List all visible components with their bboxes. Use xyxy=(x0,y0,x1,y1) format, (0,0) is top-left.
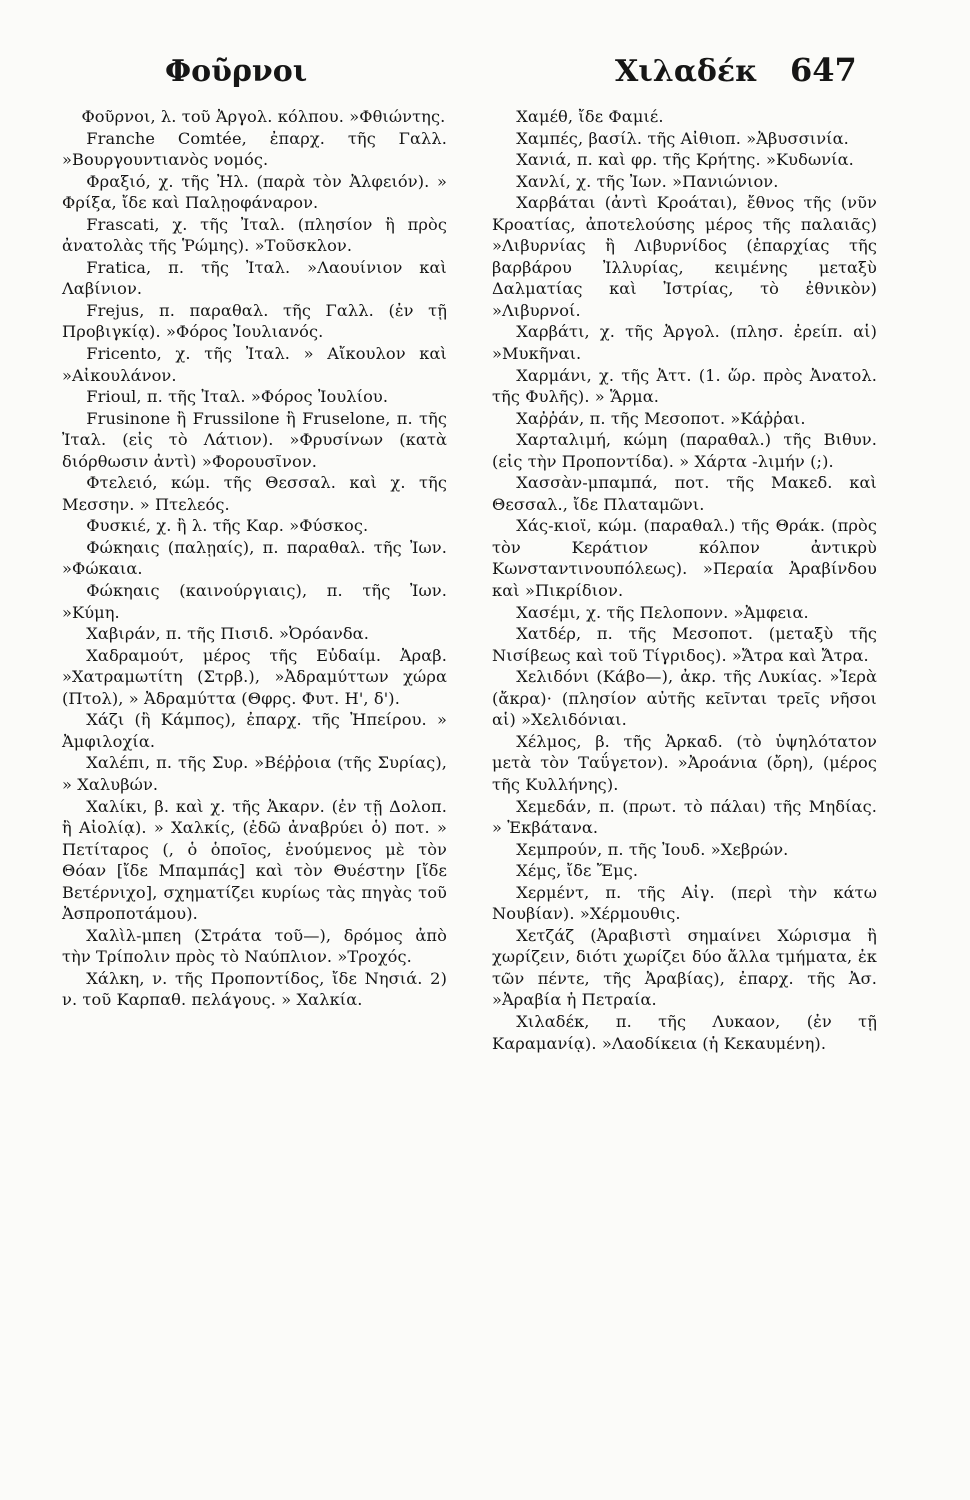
right-column xyxy=(492,106,877,1054)
entry-chalki: Χάλκη, ν. τῆς Προποντίδος, ἴδε Νησιά. 2) ν. τοῦ Καρπαθ. πελάγους. » Χαλκία. xyxy=(62,968,447,1010)
entry-franche-comte: Franche Comtée, ἐπαρχ. τῆς Γαλλ. »Βουργουντιανὸς νομός. xyxy=(62,128,447,170)
entry-frioul: Frioul, π. τῆς Ἰταλ. »Φόρος Ἰουλίου. xyxy=(86,387,389,407)
entry-chatder: Χατδέρ, π. τῆς Μεσοποτ. (μεταξὺ τῆς Νισίβεως καὶ τοῦ Τίγριδος). »Ἄτρα καὶ Ἄτρα. xyxy=(492,624,877,665)
entry-chas-kioi: Χάς-κιοϊ, κώμ. (παραθαλ.) τῆς Θράκ. (πρὸς τὸν Κεράτιον κόλπον ἀντικρὺ Κωνσταντινουπόλεως). »Περαία Ἀραβίνδου καὶ »Πικρίδιον. xyxy=(492,516,877,601)
entry-chania: Χανιά, π. καὶ φρ. τῆς Κρήτης. »Κυδωνία. xyxy=(516,150,854,170)
entry-chalepi: Χαλέπι, π. τῆς Συρ. »Βέῤῥοια (τῆς Συρίας), » Χαλυβών. xyxy=(62,753,447,794)
entry-chelidoni: Χελιδόνι (Κάβο—), ἀκρ. τῆς Λυκίας. »Ἱερὰ (ἄκρα)· (πλησίον αὐτῆς κεῖνται τρεῖς νῆσοι αἱ) »Χελιδόνιαι. xyxy=(492,667,877,730)
entry-chartalimi: Χαρταλιμή, κώμη (παραθαλ.) τῆς Βιθυν. (εἰς τὴν Προποντίδα). » Χάρτα -λιμήν (;). xyxy=(492,430,877,471)
entry-charmani: Χαρμάνι, χ. τῆς Ἀττ. (1. ὥρ. πρὸς Ἀνατολ. τῆς Φυλῆς). » Ἅρμα. xyxy=(492,365,877,407)
entry-fourni: Φοῦρνοι, λ. τοῦ Ἀργολ. κόλπου. »Φθιώντης. xyxy=(81,107,446,126)
entry-chaliki: Χαλίκι, β. καὶ χ. τῆς Ἀκαρν. (ἐν τῇ Δολοπ. ἢ Αἰολίᾳ). » Χαλκίς, (ἐδῶ ἀναβρύει ὁ) ποτ. » Πετίταρος (, ὁ ὁποῖος, ἑνούμενος μὲ τὸν Θόαν [ἴδε Μπαμπάς] καὶ τὸν Θυέστην [ἴδε Βετέρνιχο], σχηματίζει κυρίως τὰς πηγὰς τοῦ Ἀσπροποτάμου). xyxy=(62,796,447,924)
entry-chanli: Χανλί, χ. τῆς Ἰων. »Πανιώνιον. xyxy=(516,171,779,191)
entry-charran: Χαῤῥάν, π. τῆς Μεσοποτ. »Κάῤῥαι. xyxy=(516,408,806,428)
entry-charvatai: Χαρβάται (ἀντὶ Κροάται), ἔθνος τῆς (νῦν Κροατίας, ἀποτελούσης μέρος τῆς παλαιᾶς) »Λιβυρνίας ἢ Λιβυρνίδος (ἐπαρχίας τῆς βαρβάρου Ἰλλυρίας, κειμένης μεταξὺ Δαλματίας καὶ Ἰστρίας, τὸ ἐθνικὸν) »Λιβυρνοί. xyxy=(492,193,877,320)
entry-fratica: Fratica, π. τῆς Ἰταλ. »Λαουίνιον καὶ Λαβίνιον. xyxy=(62,257,447,299)
entry-fteleio: Φτελειό, κώμ. τῆς Θεσσαλ. καὶ χ. τῆς Μεσσην. » Πτελεός. xyxy=(62,473,447,514)
entry-chasemi: Χασέμι, χ. τῆς Πελοπονν. »Ἀμφεια. xyxy=(516,602,809,622)
entry-frejus: Frejus, π. παραθαλ. τῆς Γαλλ. (ἐν τῇ Προβιγκίᾳ). »Φόρος Ἰουλιανός. xyxy=(62,300,447,342)
entry-chaviran: Χαβιράν, π. τῆς Πισιδ. »Ὀρόανδα. xyxy=(86,624,369,644)
running-head-left: Φοῦρνοι xyxy=(165,54,308,89)
left-column xyxy=(62,106,447,1011)
entry-champes: Χαμπές, βασίλ. τῆς Αἰθιοπ. »Ἀβυσσινία. xyxy=(516,128,849,148)
entry-frascati: Frascati, χ. τῆς Ἰταλ. (πλησίον ἢ πρὸς ἀνατολὰς τῆς Ῥώμης). »Τοῦσκλον. xyxy=(62,214,447,256)
entry-frusinone: Frusinone ἢ Frussilone ἢ Fruselone, π. τῆς Ἰταλ. (εἰς τὸ Λάτιον). »Φρυσίνων (κατὰ διόρθωσιν ἀντὶ) »Φορουσῖνον. xyxy=(62,408,447,471)
entry-chembroun: Χεμπρούν, π. τῆς Ἰουδ. »Χεβρών. xyxy=(516,839,789,859)
entry-chelmos: Χέλμος, β. τῆς Ἀρκαδ. (τὸ ὑψηλότατον μετὰ τὸν Ταΰγετον). »Ἀροάνια (ὄρη), (μέρος τῆς Κυλλήνης). xyxy=(492,731,877,794)
entry-chadramout: Χαδραμούτ, μέρος τῆς Εὐδαίμ. Ἀραβ. »Χατραμωτίτη (Στρβ.), »Ἀδραμύττων χώρα (Πτολ), » Ἀδραμύττα (Θφρς. Φυτ. Η', δ'). xyxy=(62,645,447,708)
page-number: 647 xyxy=(790,51,857,89)
entry-fricento: Fricento, χ. τῆς Ἰταλ. » Αἴκουλον καὶ »Αἰκουλάνον. xyxy=(62,344,447,385)
entry-chalil-bey: Χαλὶλ-μπεη (Στράτα τοῦ—), δρόμος ἀπὸ τὴν Τρίπολιν πρὸς τὸ Ναύπλιον. »Τροχός. xyxy=(62,925,447,967)
entry-fraxio: Φραξιό, χ. τῆς Ἠλ. (παρὰ τὸν Ἀλφειόν). » Φρίξα, ἴδε καὶ Παλῃοφάναρον. xyxy=(62,171,447,213)
entry-chiladek: Χιλαδέκ, π. τῆς Λυκαον, (ἐν τῇ Καραμανίᾳ). »Λαοδίκεια (ἡ Κεκαυμένη). xyxy=(492,1011,877,1053)
entry-chassan-baba: Χασσὰν-μπαμπά, ποτ. τῆς Μακεδ. καὶ Θεσσαλ., ἴδε Πλαταμῶνι. xyxy=(492,473,877,514)
entry-charvati: Χαρβάτι, χ. τῆς Ἀργολ. (πλησ. ἐρείπ. αἱ) »Μυκῆναι. xyxy=(492,322,877,364)
entry-fyskie: Φυσκιέ, χ. ἢ λ. τῆς Καρ. »Φύσκος. xyxy=(86,516,369,536)
entry-chemedan: Χεμεδάν, π. (πρωτ. τὸ πάλαι) τῆς Μηδίας. » Ἐκβάτανα. xyxy=(492,796,877,838)
entry-chermend: Χερμέντ, π. τῆς Αἰγ. (περὶ τὴν κάτω Νουβίαν). »Χέρμουθις. xyxy=(492,882,877,924)
entry-chems: Χέμς, ἴδε Ἔμς. xyxy=(516,861,639,881)
running-head-right: Χιλαδέκ xyxy=(615,54,758,89)
entry-fokiais-new: Φώκηαις (καινούργιαις), π. τῆς Ἰων. »Κύμη. xyxy=(62,581,447,622)
entry-fokiais-old: Φώκηαις (παλῃαίς), π. παραθαλ. τῆς Ἰων. »Φώκαια. xyxy=(62,537,447,579)
entry-chameth: Χαμέθ, ἴδε Φαμιέ. xyxy=(516,107,664,126)
entry-chetzaz: Χετζάζ (Ἀραβιστὶ σημαίνει Χώρισμα ἢ χωρίζειν, διότι χωρίζει δύο ἄλλα τμήματα, ἐκ τῶν πέντε, τῆς Ἀραβίας), ἐπαρχ. τῆς Ἀσ. »Ἀραβία ἡ Πετραία. xyxy=(492,925,877,1010)
entry-chazi: Χάζι (ἢ Κάμπος), ἐπαρχ. τῆς Ἠπείρου. » Ἀμφιλοχία. xyxy=(62,710,447,751)
